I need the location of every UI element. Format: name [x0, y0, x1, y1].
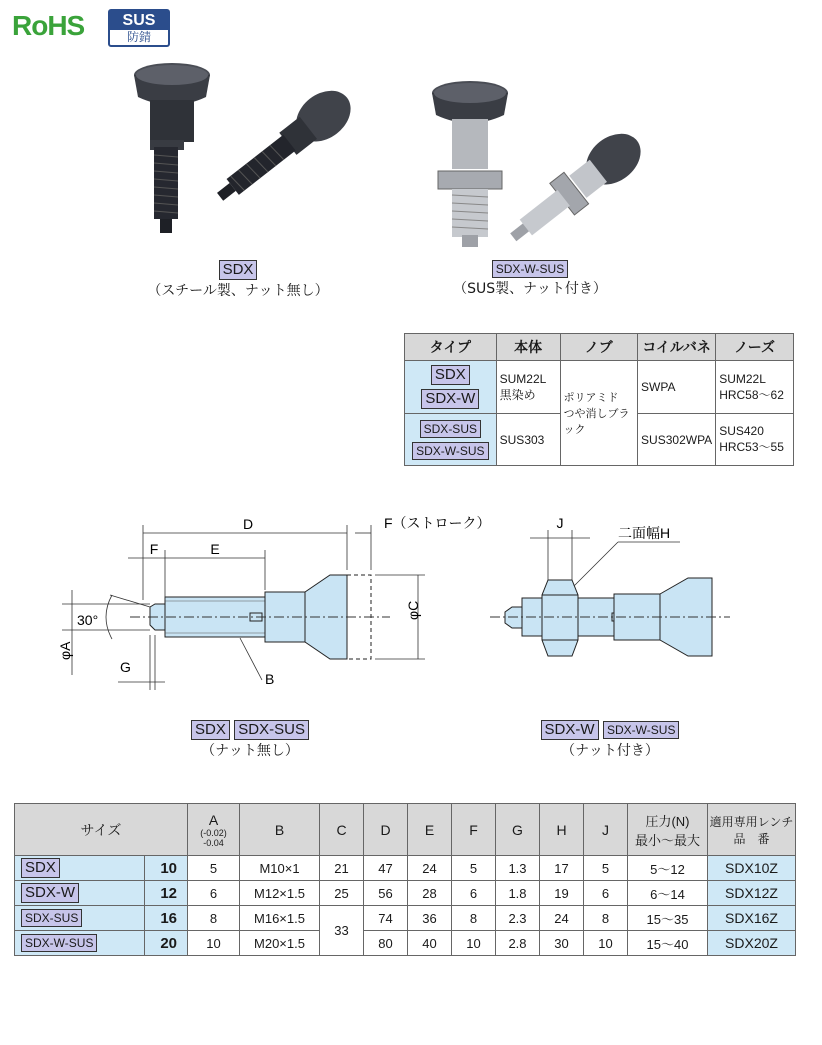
sus-badge-sub: 防錆: [126, 30, 151, 44]
body-material: SUM22L 黒染め: [496, 361, 560, 414]
type-tag: SDX-W: [541, 720, 599, 740]
cell-B: M16×1.5: [240, 906, 320, 931]
cell-pressure: 15～40: [628, 931, 708, 956]
caption-text: （SUS製、ナット付き）: [453, 281, 607, 297]
type-cell: [15, 931, 145, 956]
type-tag: SDX: [431, 365, 470, 385]
cell-A: 5: [188, 856, 240, 881]
tol-lower: -0.04: [203, 837, 224, 848]
cell-J: 5: [584, 856, 628, 881]
drawing-right-caption: [520, 720, 700, 760]
cell-wrench: SDX10Z: [708, 856, 796, 881]
cell-E: 36: [408, 906, 452, 931]
cell-F: 8: [452, 906, 496, 931]
caption-text: （ナット無し）: [201, 743, 299, 759]
knob-material: ポリアミド つや消しブラック: [560, 361, 638, 466]
dim-G: G: [120, 659, 131, 675]
tol-upper: (-0.02): [200, 827, 227, 838]
wrench-title: 適用専用レンチ: [709, 814, 794, 829]
col-header-B: B: [240, 804, 320, 856]
table-row: [15, 856, 796, 881]
table-row: [15, 881, 796, 906]
cell-wrench: SDX20Z: [708, 931, 796, 956]
table-header-row: [405, 334, 794, 361]
size-cell: 10: [144, 856, 187, 881]
size-cell: 20: [144, 931, 187, 956]
cell-F: 6: [452, 881, 496, 906]
cell-J: 8: [584, 906, 628, 931]
type-tag: SDX-W-SUS: [492, 260, 568, 278]
drawing-with-nut: [490, 515, 730, 656]
col-header-A-label: A: [208, 811, 219, 828]
cell-G: 2.3: [496, 906, 540, 931]
col-header-F: F: [452, 804, 496, 856]
type-tag: SDX-W-SUS: [21, 934, 97, 952]
col-header-H: H: [540, 804, 584, 856]
spring-material: SUS302WPA: [638, 414, 716, 466]
sus-badge: [108, 9, 170, 47]
cell-pressure: 15～35: [628, 906, 708, 931]
type-cell: [15, 881, 145, 906]
dim-E: E: [210, 541, 220, 557]
col-header-size: サイズ: [15, 804, 188, 856]
photo-sdx: [110, 55, 370, 255]
cell-wrench: SDX16Z: [708, 906, 796, 931]
col-header: ノブ: [560, 334, 638, 361]
cell-D: 47: [364, 856, 408, 881]
dim-phiC: φC: [405, 600, 421, 620]
cell-A: 6: [188, 881, 240, 906]
photo-sdx-caption: [138, 260, 338, 300]
caption-text: （ナット付き）: [561, 743, 659, 759]
dim-J: J: [556, 515, 564, 531]
col-header: タイプ: [405, 334, 497, 361]
col-header-A: [188, 804, 240, 856]
material-table: [404, 333, 794, 466]
col-header-J: J: [584, 804, 628, 856]
type-tag: SDX: [219, 260, 258, 280]
type-cell: [15, 906, 145, 931]
rohs-logo: RoHS: [12, 10, 85, 41]
col-header: コイルバネ: [638, 334, 716, 361]
type-tag: SDX-W: [21, 883, 79, 903]
cell-J: 6: [584, 881, 628, 906]
cell-E: 24: [408, 856, 452, 881]
pressure-sub: 最小～最大: [634, 832, 700, 848]
nose-material: SUM22L HRC58～62: [716, 361, 794, 414]
type-cell: [405, 361, 497, 414]
cell-F: 10: [452, 931, 496, 956]
col-header-G: G: [496, 804, 540, 856]
col-header-pressure: [628, 804, 708, 856]
type-tag: SDX: [21, 858, 60, 878]
photo-sdx-w-sus-caption: [430, 260, 630, 298]
cell-C: 25: [320, 881, 364, 906]
cell-A: 10: [188, 931, 240, 956]
cell-H: 30: [540, 931, 584, 956]
col-header-C: C: [320, 804, 364, 856]
type-tag: SDX-W: [421, 389, 479, 409]
cell-B: M12×1.5: [240, 881, 320, 906]
cell-D: 80: [364, 931, 408, 956]
cell-J: 10: [584, 931, 628, 956]
col-header-wrench: [708, 804, 796, 856]
type-tag: SDX-SUS: [234, 720, 309, 740]
cell-B: M20×1.5: [240, 931, 320, 956]
caption-text: （スチール製、ナット無し）: [147, 283, 329, 299]
cell-A: 8: [188, 906, 240, 931]
photo-sdx-w-sus: [420, 75, 660, 255]
dim-H: 二面幅H: [618, 525, 671, 541]
cell-H: 24: [540, 906, 584, 931]
cell-G: 1.3: [496, 856, 540, 881]
type-tag: SDX-SUS: [21, 909, 82, 927]
size-cell: 16: [144, 906, 187, 931]
dim-B: B: [265, 671, 275, 687]
col-header-D: D: [364, 804, 408, 856]
col-header-E: E: [408, 804, 452, 856]
dim-phiA: φA: [57, 641, 73, 660]
dim-angle: 30°: [77, 612, 99, 628]
type-cell: [405, 414, 497, 466]
body-material: SUS303: [496, 414, 560, 466]
type-tag: SDX-W-SUS: [603, 721, 679, 739]
table-row: [405, 361, 794, 414]
drawing-no-nut: [57, 515, 491, 690]
size-table: [14, 803, 796, 956]
size-cell: 12: [144, 881, 187, 906]
wrench-sub: 品 番: [733, 831, 770, 846]
cell-C: 33: [320, 906, 364, 956]
type-cell: [15, 856, 145, 881]
cell-wrench: SDX12Z: [708, 881, 796, 906]
drawing-left-caption: [170, 720, 330, 760]
cell-C: 21: [320, 856, 364, 881]
cell-pressure: 5～12: [628, 856, 708, 881]
cell-B: M10×1: [240, 856, 320, 881]
spring-material: SWPA: [638, 361, 716, 414]
type-tag: SDX-W-SUS: [412, 442, 488, 460]
cell-H: 19: [540, 881, 584, 906]
type-tag: SDX: [191, 720, 230, 740]
cell-H: 17: [540, 856, 584, 881]
cell-D: 56: [364, 881, 408, 906]
dim-F: F: [149, 541, 159, 557]
sus-badge-label: SUS: [110, 11, 168, 30]
cell-pressure: 6～14: [628, 881, 708, 906]
table-row: [15, 906, 796, 931]
nose-material: SUS420 HRC53～55: [716, 414, 794, 466]
table-row: [15, 931, 796, 956]
cell-D: 74: [364, 906, 408, 931]
cell-E: 28: [408, 881, 452, 906]
table-header-row: [15, 804, 796, 856]
cell-F: 5: [452, 856, 496, 881]
cell-E: 40: [408, 931, 452, 956]
col-header: ノーズ: [716, 334, 794, 361]
type-tag: SDX-SUS: [420, 420, 481, 438]
dim-F-stroke: F（ストローク）: [384, 515, 491, 531]
col-header: 本体: [496, 334, 560, 361]
cell-G: 1.8: [496, 881, 540, 906]
pressure-title: 圧力(N): [645, 813, 690, 829]
dim-D: D: [242, 516, 254, 532]
cell-G: 2.8: [496, 931, 540, 956]
